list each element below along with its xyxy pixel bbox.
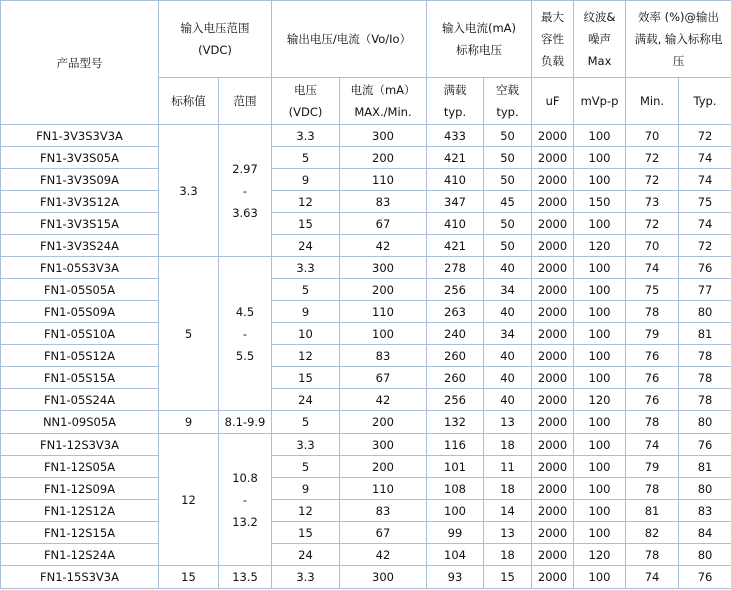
- input-range-line: 8.1-9.9: [224, 415, 266, 429]
- subheader-no-load-line2: typ.: [496, 105, 519, 119]
- header-ripple-line1: 纹波&: [583, 10, 616, 24]
- noload-cell: 40: [484, 345, 532, 367]
- full-cell: 260: [427, 345, 484, 367]
- iout-cell: 67: [340, 367, 427, 389]
- table-row: [1, 522, 731, 544]
- model-cell: FN1-05S12A: [1, 345, 159, 367]
- ripple-cell: 100: [574, 434, 626, 456]
- iout-cell: 300: [340, 125, 427, 147]
- cap-cell: 2000: [532, 257, 574, 279]
- iout-cell: 83: [340, 191, 427, 213]
- subheader-voltage: [272, 78, 340, 125]
- emin-cell: 76: [626, 367, 679, 389]
- header-ripple-line2: 噪声: [588, 32, 612, 46]
- ripple-cell: 100: [574, 323, 626, 345]
- noload-cell: 50: [484, 125, 532, 147]
- input-range-line: 5.5: [235, 348, 255, 363]
- emin-cell: 74: [626, 257, 679, 279]
- table-row: [1, 389, 731, 411]
- table-row: [1, 147, 731, 169]
- iout-cell: 67: [340, 522, 427, 544]
- noload-cell: 40: [484, 301, 532, 323]
- etyp-cell: 74: [679, 147, 731, 169]
- vout-cell: 15: [272, 522, 340, 544]
- ripple-cell: 100: [574, 456, 626, 478]
- emin-cell: 72: [626, 169, 679, 191]
- etyp-cell: 80: [679, 411, 731, 434]
- emin-cell: 79: [626, 456, 679, 478]
- table-row: [1, 544, 731, 566]
- etyp-cell: 76: [679, 566, 731, 589]
- etyp-cell: 75: [679, 191, 731, 213]
- noload-cell: 13: [484, 522, 532, 544]
- noload-cell: 40: [484, 389, 532, 411]
- vout-cell: 3.3: [272, 566, 340, 589]
- vout-cell: 9: [272, 169, 340, 191]
- full-cell: 421: [427, 147, 484, 169]
- header-max-cap-line2: 容性: [541, 32, 565, 46]
- input-range-cell: [219, 411, 272, 434]
- model-cell: FN1-3V3S3V3A: [1, 125, 159, 147]
- noload-cell: 50: [484, 235, 532, 257]
- model-cell: FN1-12S15A: [1, 522, 159, 544]
- full-cell: 116: [427, 434, 484, 456]
- ripple-cell: 120: [574, 544, 626, 566]
- nominal-input-cell: 15: [159, 566, 219, 589]
- ripple-cell: 100: [574, 301, 626, 323]
- iout-cell: 110: [340, 478, 427, 500]
- input-range-line: 3.63: [232, 205, 258, 220]
- ripple-cell: 100: [574, 213, 626, 235]
- etyp-cell: 78: [679, 367, 731, 389]
- subheader-no-load: [484, 78, 532, 125]
- header-efficiency: [626, 1, 731, 78]
- iout-cell: 300: [340, 434, 427, 456]
- header-output-label: 输出电压/电流（Vo/Io）: [286, 32, 412, 46]
- table-row: [1, 500, 731, 522]
- iout-cell: 110: [340, 301, 427, 323]
- header-input-current-line2: 标称电压: [456, 43, 502, 57]
- etyp-cell: 74: [679, 169, 731, 191]
- cap-cell: 2000: [532, 235, 574, 257]
- etyp-cell: 84: [679, 522, 731, 544]
- header-efficiency-line3: 压: [672, 54, 685, 68]
- nominal-input-cell: 3.3: [159, 125, 219, 257]
- full-cell: 260: [427, 367, 484, 389]
- ripple-cell: 100: [574, 279, 626, 301]
- model-cell: FN1-12S3V3A: [1, 434, 159, 456]
- full-cell: 256: [427, 389, 484, 411]
- subheader-eff-min: Min.: [626, 78, 679, 125]
- input-range-line: 4.5: [235, 304, 255, 319]
- header-input-range-line2: (VDC): [198, 43, 232, 57]
- iout-cell: 42: [340, 544, 427, 566]
- noload-cell: 45: [484, 191, 532, 213]
- header-model-label: 产品型号: [56, 55, 103, 70]
- vout-cell: 12: [272, 191, 340, 213]
- etyp-cell: 81: [679, 323, 731, 345]
- table-row: [1, 323, 731, 345]
- ripple-cell: 120: [574, 389, 626, 411]
- ripple-cell: 100: [574, 500, 626, 522]
- table-row: [1, 301, 731, 323]
- subheader-voltage-line1: 电压: [294, 83, 317, 97]
- vout-cell: 9: [272, 301, 340, 323]
- iout-cell: 67: [340, 213, 427, 235]
- input-range-line: 13.2: [232, 514, 258, 529]
- iout-cell: 83: [340, 500, 427, 522]
- table-row: [1, 367, 731, 389]
- etyp-cell: 83: [679, 500, 731, 522]
- cap-cell: 2000: [532, 191, 574, 213]
- noload-cell: 18: [484, 434, 532, 456]
- model-cell: FN1-05S05A: [1, 279, 159, 301]
- header-max-cap: [532, 1, 574, 78]
- header-output: [272, 1, 427, 78]
- emin-cell: 72: [626, 213, 679, 235]
- etyp-cell: 80: [679, 478, 731, 500]
- cap-cell: 2000: [532, 301, 574, 323]
- subheader-cap-unit: uF: [532, 78, 574, 125]
- noload-cell: 15: [484, 566, 532, 589]
- cap-cell: 2000: [532, 522, 574, 544]
- noload-cell: 11: [484, 456, 532, 478]
- noload-cell: 40: [484, 367, 532, 389]
- table-row: [1, 191, 731, 213]
- subheader-current: [340, 78, 427, 125]
- cap-cell: 2000: [532, 213, 574, 235]
- model-cell: FN1-05S15A: [1, 367, 159, 389]
- vout-cell: 12: [272, 500, 340, 522]
- model-cell: FN1-12S12A: [1, 500, 159, 522]
- input-range-line: 2.97: [232, 161, 258, 176]
- header-model: [1, 1, 159, 125]
- full-cell: 93: [427, 566, 484, 589]
- etyp-cell: 78: [679, 345, 731, 367]
- full-cell: 256: [427, 279, 484, 301]
- header-ripple: [574, 1, 626, 78]
- table-row: [1, 456, 731, 478]
- model-cell: FN1-05S24A: [1, 389, 159, 411]
- etyp-cell: 72: [679, 235, 731, 257]
- input-range-cell: [219, 434, 272, 566]
- header-input-range: [159, 1, 272, 78]
- noload-cell: 34: [484, 279, 532, 301]
- cap-cell: 2000: [532, 389, 574, 411]
- emin-cell: 82: [626, 522, 679, 544]
- header-max-cap-line1: 最大: [541, 10, 565, 24]
- subheader-ripple-unit: mVp-p: [574, 78, 626, 125]
- vout-cell: 24: [272, 235, 340, 257]
- vout-cell: 5: [272, 147, 340, 169]
- ripple-cell: 150: [574, 191, 626, 213]
- emin-cell: 76: [626, 389, 679, 411]
- nominal-input-cell: 12: [159, 434, 219, 566]
- subheader-full-load-line2: typ.: [443, 105, 467, 119]
- iout-cell: 110: [340, 169, 427, 191]
- cap-cell: 2000: [532, 147, 574, 169]
- iout-cell: 300: [340, 257, 427, 279]
- subheader-current-line2: MAX./Min.: [354, 105, 412, 119]
- ripple-cell: 100: [574, 257, 626, 279]
- model-cell: FN1-3V3S09A: [1, 169, 159, 191]
- header-efficiency-line2: 满载, 输入标称电: [634, 32, 723, 46]
- etyp-cell: 80: [679, 544, 731, 566]
- subheader-full-load: [427, 78, 484, 125]
- header-ripple-line3: Max: [587, 54, 612, 68]
- cap-cell: 2000: [532, 345, 574, 367]
- subheader-range: 范围: [219, 78, 272, 125]
- table-row: [1, 434, 731, 456]
- header-input-current: [427, 1, 532, 78]
- subheader-full-load-line1: 满载: [443, 83, 467, 97]
- etyp-cell: 78: [679, 389, 731, 411]
- input-range-line: 10.8: [232, 470, 258, 485]
- full-cell: 410: [427, 169, 484, 191]
- subheader-current-line1: 电流（mA）: [350, 83, 416, 97]
- cap-cell: 2000: [532, 544, 574, 566]
- ripple-cell: 100: [574, 367, 626, 389]
- etyp-cell: 76: [679, 257, 731, 279]
- vout-cell: 3.3: [272, 257, 340, 279]
- cap-cell: 2000: [532, 125, 574, 147]
- noload-cell: 14: [484, 500, 532, 522]
- full-cell: 99: [427, 522, 484, 544]
- emin-cell: 70: [626, 235, 679, 257]
- subheader-voltage-line2: (VDC): [288, 105, 323, 119]
- model-cell: FN1-05S10A: [1, 323, 159, 345]
- ripple-cell: 100: [574, 411, 626, 434]
- ripple-cell: 100: [574, 566, 626, 589]
- model-cell: FN1-3V3S05A: [1, 147, 159, 169]
- full-cell: 263: [427, 301, 484, 323]
- full-cell: 101: [427, 456, 484, 478]
- full-cell: 104: [427, 544, 484, 566]
- model-cell: NN1-09S05A: [1, 411, 159, 434]
- table-row: [1, 235, 731, 257]
- table-row: [1, 125, 731, 147]
- iout-cell: 42: [340, 389, 427, 411]
- noload-cell: 13: [484, 411, 532, 434]
- emin-cell: 72: [626, 147, 679, 169]
- noload-cell: 34: [484, 323, 532, 345]
- vout-cell: 24: [272, 389, 340, 411]
- emin-cell: 73: [626, 191, 679, 213]
- cap-cell: 2000: [532, 169, 574, 191]
- table-row: [1, 411, 731, 434]
- cap-cell: 2000: [532, 367, 574, 389]
- etyp-cell: 81: [679, 456, 731, 478]
- table-row: [1, 213, 731, 235]
- noload-cell: 18: [484, 544, 532, 566]
- ripple-cell: 100: [574, 478, 626, 500]
- noload-cell: 18: [484, 478, 532, 500]
- full-cell: 100: [427, 500, 484, 522]
- noload-cell: 40: [484, 257, 532, 279]
- vout-cell: 3.3: [272, 434, 340, 456]
- model-cell: FN1-15S3V3A: [1, 566, 159, 589]
- iout-cell: 200: [340, 411, 427, 434]
- emin-cell: 74: [626, 566, 679, 589]
- vout-cell: 5: [272, 279, 340, 301]
- full-cell: 433: [427, 125, 484, 147]
- full-cell: 240: [427, 323, 484, 345]
- ripple-cell: 100: [574, 169, 626, 191]
- model-cell: FN1-3V3S15A: [1, 213, 159, 235]
- full-cell: 421: [427, 235, 484, 257]
- vout-cell: 5: [272, 456, 340, 478]
- input-range-cell: [219, 125, 272, 257]
- etyp-cell: 72: [679, 125, 731, 147]
- table-row: [1, 279, 731, 301]
- emin-cell: 81: [626, 500, 679, 522]
- ripple-cell: 120: [574, 235, 626, 257]
- nominal-input-cell: 5: [159, 257, 219, 411]
- header-input-range-line1: 输入电压范围: [180, 21, 250, 35]
- vout-cell: 12: [272, 345, 340, 367]
- etyp-cell: 74: [679, 213, 731, 235]
- full-cell: 132: [427, 411, 484, 434]
- etyp-cell: 80: [679, 301, 731, 323]
- vout-cell: 9: [272, 478, 340, 500]
- vout-cell: 10: [272, 323, 340, 345]
- noload-cell: 50: [484, 147, 532, 169]
- table-body: [1, 125, 731, 589]
- noload-cell: 50: [484, 169, 532, 191]
- ripple-cell: 100: [574, 125, 626, 147]
- etyp-cell: 76: [679, 434, 731, 456]
- cap-cell: 2000: [532, 456, 574, 478]
- cap-cell: 2000: [532, 566, 574, 589]
- iout-cell: 200: [340, 456, 427, 478]
- model-cell: FN1-05S09A: [1, 301, 159, 323]
- iout-cell: 100: [340, 323, 427, 345]
- iout-cell: 42: [340, 235, 427, 257]
- iout-cell: 300: [340, 566, 427, 589]
- cap-cell: 2000: [532, 323, 574, 345]
- cap-cell: 2000: [532, 434, 574, 456]
- vout-cell: 15: [272, 213, 340, 235]
- iout-cell: 200: [340, 279, 427, 301]
- model-cell: FN1-3V3S24A: [1, 235, 159, 257]
- model-cell: FN1-12S09A: [1, 478, 159, 500]
- model-cell: FN1-12S24A: [1, 544, 159, 566]
- ripple-cell: 100: [574, 345, 626, 367]
- full-cell: 108: [427, 478, 484, 500]
- subheader-eff-typ: Typ.: [679, 78, 731, 125]
- input-range-cell: [219, 257, 272, 411]
- cap-cell: 2000: [532, 279, 574, 301]
- emin-cell: 78: [626, 478, 679, 500]
- input-range-cell: [219, 566, 272, 589]
- table-row: [1, 257, 731, 279]
- table-row: [1, 566, 731, 589]
- emin-cell: 76: [626, 345, 679, 367]
- vout-cell: 24: [272, 544, 340, 566]
- full-cell: 347: [427, 191, 484, 213]
- emin-cell: 78: [626, 544, 679, 566]
- emin-cell: 78: [626, 301, 679, 323]
- emin-cell: 75: [626, 279, 679, 301]
- emin-cell: 79: [626, 323, 679, 345]
- model-cell: FN1-3V3S12A: [1, 191, 159, 213]
- full-cell: 410: [427, 213, 484, 235]
- input-range-line: -: [242, 326, 248, 341]
- table-row: [1, 169, 731, 191]
- ripple-cell: 100: [574, 522, 626, 544]
- header-input-current-line1: 输入电流(mA): [441, 21, 517, 35]
- cap-cell: 2000: [532, 500, 574, 522]
- cap-cell: 2000: [532, 411, 574, 434]
- emin-cell: 78: [626, 411, 679, 434]
- noload-cell: 50: [484, 213, 532, 235]
- etyp-cell: 77: [679, 279, 731, 301]
- header-efficiency-line1: 效率 (%)@输出: [637, 10, 720, 24]
- iout-cell: 83: [340, 345, 427, 367]
- header-max-cap-line3: 负载: [541, 54, 565, 68]
- subheader-no-load-line1: 空载: [496, 83, 519, 97]
- table-row: [1, 478, 731, 500]
- input-range-line: -: [242, 183, 248, 198]
- ripple-cell: 100: [574, 147, 626, 169]
- vout-cell: 5: [272, 411, 340, 434]
- emin-cell: 70: [626, 125, 679, 147]
- subheader-nominal: 标称值: [159, 78, 219, 125]
- emin-cell: 74: [626, 434, 679, 456]
- table-row: [1, 345, 731, 367]
- input-range-line: -: [242, 492, 248, 507]
- model-cell: FN1-05S3V3A: [1, 257, 159, 279]
- cap-cell: 2000: [532, 478, 574, 500]
- iout-cell: 200: [340, 147, 427, 169]
- full-cell: 278: [427, 257, 484, 279]
- vout-cell: 15: [272, 367, 340, 389]
- nominal-input-cell: 9: [159, 411, 219, 434]
- input-range-line: 13.5: [232, 570, 258, 584]
- vout-cell: 3.3: [272, 125, 340, 147]
- model-cell: FN1-12S05A: [1, 456, 159, 478]
